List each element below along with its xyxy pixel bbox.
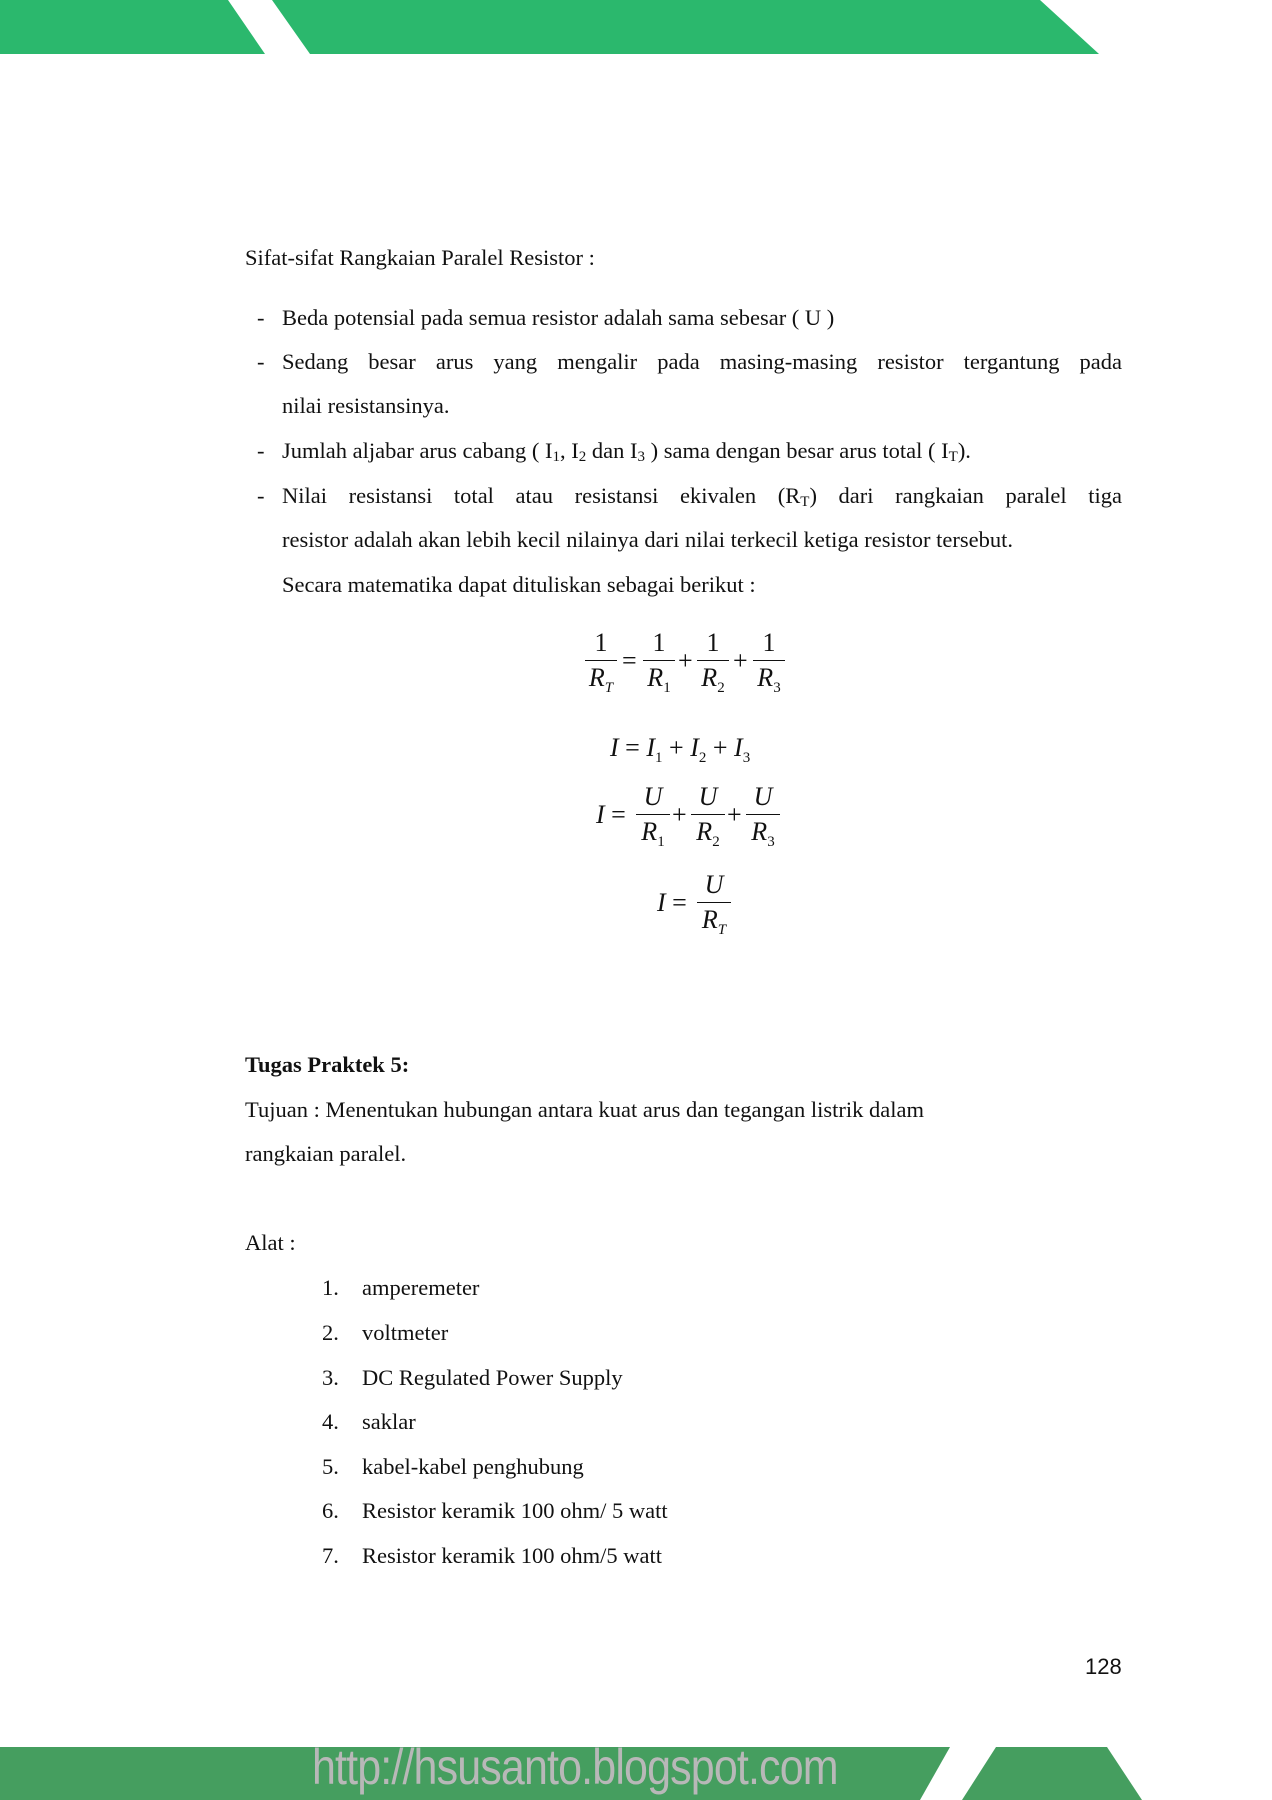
tools-label: Alat : <box>245 1230 296 1255</box>
symbol: R <box>641 817 658 847</box>
fraction-bar <box>697 902 731 903</box>
denominator <box>585 663 617 703</box>
plus-sign: + <box>733 646 748 675</box>
numerator <box>697 870 731 900</box>
list-number: 6. <box>322 1498 339 1523</box>
symbol: U <box>698 782 718 811</box>
list-number: 4. <box>322 1409 339 1434</box>
equation-total-resistance <box>585 628 805 708</box>
text-run: ) dari rangkaian paralel tiga <box>809 483 1122 508</box>
symbol: I <box>646 733 656 762</box>
list-item-text: voltmeter <box>362 1320 449 1345</box>
list-number: 5. <box>322 1454 339 1479</box>
bullet-marker: - <box>257 438 265 463</box>
symbol: U <box>753 782 773 811</box>
section-heading: Sifat-sifat Rangkaian Paralel Resistor : <box>245 245 595 270</box>
numerator <box>746 782 780 812</box>
list-number: 1. <box>322 1275 339 1300</box>
denominator <box>753 663 785 703</box>
subscript: 1 <box>663 680 671 697</box>
symbol: R <box>751 817 768 847</box>
text-run: Jumlah aljabar arus cabang ( I <box>282 438 553 463</box>
fraction-bar <box>643 660 675 661</box>
bullet-4-line-1 <box>282 482 1122 510</box>
subscript: T <box>800 494 810 510</box>
task-goal-line-2: rangkaian paralel. <box>245 1141 407 1166</box>
subscript: T <box>948 449 958 465</box>
watermark-url: http://hsusanto.blogspot.com <box>312 1739 838 1795</box>
fraction-bar <box>585 660 617 661</box>
subscript: 2 <box>712 834 720 851</box>
list-number: 2. <box>322 1320 339 1345</box>
bullet-2-line-2: nilai resistansinya. <box>282 393 450 418</box>
fraction <box>746 782 780 857</box>
symbol: R <box>701 663 718 693</box>
bullet-2-line-1: Sedang besar arus yang mengalir pada masing-masing resistor tergantung pada <box>282 349 1122 374</box>
numerator: 1 <box>594 628 608 657</box>
header-band-right-segment <box>272 0 1099 54</box>
subscript: 2 <box>698 750 707 766</box>
denominator <box>643 663 675 703</box>
numerator <box>636 782 670 812</box>
denominator <box>697 663 729 703</box>
footer-band-right-segment <box>962 1747 1142 1800</box>
subscript: 3 <box>742 750 751 766</box>
bullet-3-text <box>282 437 971 465</box>
task-goal-line-1: Tujuan : Menentukan hubungan antara kuat arus dan tegangan listrik dalam <box>245 1097 924 1122</box>
plus-sign: + <box>672 800 687 829</box>
equals-sign: = <box>611 800 626 829</box>
subscript: 3 <box>637 449 645 465</box>
bullet-4-line-2: resistor adalah akan lebih kecil nilainya dari nilai terkecil ketiga resistor tersebut. <box>282 527 1013 552</box>
symbol: I <box>657 888 666 917</box>
subscript: 2 <box>578 449 587 465</box>
text-run: , I <box>560 438 579 463</box>
symbol: I <box>734 733 743 762</box>
equals-sign: = <box>625 733 640 762</box>
fraction-bar <box>753 660 785 661</box>
list-item-text: Resistor keramik 100 ohm/5 watt <box>362 1543 662 1568</box>
plus-sign: + <box>712 733 728 762</box>
fraction <box>697 870 731 945</box>
subscript: 1 <box>655 750 663 766</box>
symbol: I <box>690 733 699 762</box>
denominator <box>746 817 780 857</box>
denominator <box>636 817 670 857</box>
subscript: T <box>604 680 614 697</box>
fraction-bar <box>636 814 670 815</box>
list-item-text: saklar <box>362 1409 416 1434</box>
symbol: R <box>757 663 774 693</box>
list-number: 3. <box>322 1365 339 1390</box>
numerator: 1 <box>762 628 776 657</box>
equation-ohm-total <box>657 870 757 950</box>
bullet-marker: - <box>257 305 265 330</box>
list-item-text: Resistor keramik 100 ohm/ 5 watt <box>362 1498 668 1523</box>
numerator <box>691 782 725 812</box>
symbol: U <box>643 782 663 811</box>
fraction <box>643 628 675 703</box>
text-run: Nilai resistansi total atau resistansi ekivalen (R <box>282 483 801 508</box>
bullet-marker: - <box>257 349 265 374</box>
fraction <box>691 782 725 857</box>
subscript: 2 <box>717 680 725 697</box>
symbol: R <box>701 905 718 935</box>
symbol: I <box>610 733 619 762</box>
subscript: 1 <box>552 449 561 465</box>
fraction-bar <box>691 814 725 815</box>
expression <box>610 733 750 773</box>
bullet-4-line-3: Secara matematika dapat dituliskan sebagai berikut : <box>282 572 756 597</box>
subscript: 1 <box>657 834 665 851</box>
symbol: R <box>696 817 713 847</box>
lhs <box>596 800 626 830</box>
subscript: 3 <box>773 680 781 697</box>
symbol: U <box>704 870 724 899</box>
equation-current-sum <box>610 733 790 767</box>
plus-sign: + <box>727 800 742 829</box>
subscript: 3 <box>767 834 775 851</box>
subscript: T <box>717 922 727 939</box>
numerator: 1 <box>652 628 666 657</box>
symbol: R <box>588 663 605 693</box>
fraction <box>753 628 785 703</box>
text-run: dan I <box>586 438 638 463</box>
plus-sign: + <box>669 733 684 762</box>
text-run: ). <box>957 438 971 463</box>
denominator <box>691 817 725 857</box>
list-item-text: amperemeter <box>362 1275 480 1300</box>
list-number: 7. <box>322 1543 339 1568</box>
task-title: Tugas Praktek 5: <box>245 1052 410 1077</box>
fraction-bar <box>746 814 780 815</box>
bullet-marker: - <box>257 483 265 508</box>
list-item-text: kabel-kabel penghubung <box>362 1454 584 1479</box>
page-number: 128 <box>1085 1654 1122 1679</box>
equals-sign: = <box>622 646 637 675</box>
numerator: 1 <box>706 628 720 657</box>
fraction <box>697 628 729 703</box>
header-decorative-band <box>0 0 1272 54</box>
fraction <box>636 782 670 857</box>
symbol: I <box>596 800 605 829</box>
fraction-bar <box>697 660 729 661</box>
bullet-1-text: Beda potensial pada semua resistor adalah sama sebesar ( U ) <box>282 305 835 330</box>
denominator <box>697 905 731 945</box>
text-run: ) sama dengan besar arus total ( I <box>645 438 949 463</box>
symbol: R <box>647 663 664 693</box>
lhs <box>657 888 687 918</box>
list-item-text: DC Regulated Power Supply <box>362 1365 623 1390</box>
fraction <box>585 628 617 703</box>
equation-current-voltage <box>596 782 796 862</box>
equals-sign: = <box>672 888 687 917</box>
plus-sign: + <box>678 646 693 675</box>
header-band-left-segment <box>0 0 265 54</box>
